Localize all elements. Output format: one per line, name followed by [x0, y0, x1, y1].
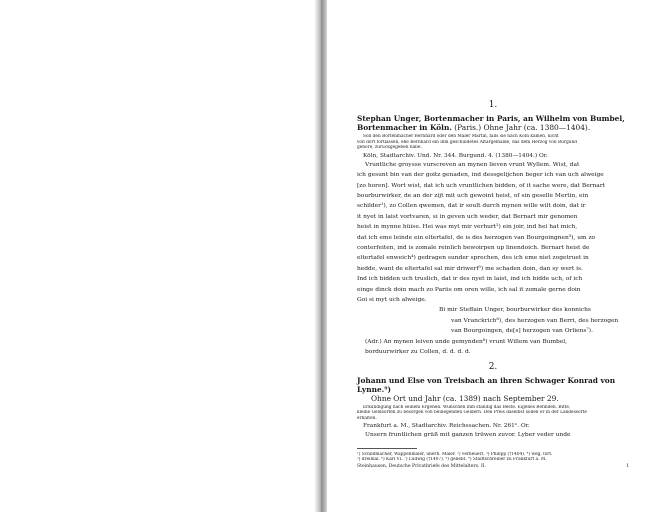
letter-1-summary [357, 134, 629, 151]
letter-1-summary-line: Soll den Bortenmacher Bernhard oder den Maler Martin, falls sie nach Köln kämen, nicht [363, 134, 559, 139]
letter-2-body [357, 430, 629, 440]
letter-2-title-line1: Johann und Else von Treisbach an ihren Schwager Konrad von Lynne.⁹) [357, 375, 616, 394]
letter-1-body [357, 160, 629, 358]
page-footer [357, 464, 629, 470]
footer-book-title: Steinhausen, Deutsche Privatbriefe des Mittelalters. II. [357, 464, 487, 470]
footnote-divider [357, 448, 417, 449]
letter-1-signature: van Vranckrich⁶), des herzogen van Berri, des herzogen [451, 317, 619, 324]
letter-1-signature: van Bourgoingen, de[s] herzogen van Orliens⁷). [451, 328, 593, 335]
body-line: heist in mynne hüise. Hei was myt mir verhurt²) ein joir, ind hei hat mich, [357, 224, 578, 231]
letter-2-number: 2. [488, 361, 498, 372]
footnote-line: ¹) Schildmacher, Wappenmaler, überh. Maler. ²) verheuert. ³) Philipp (†1404). ⁴) weg, fort. [357, 451, 553, 457]
body-line: hedde, want de eltertafel sal mir driwerf⁵) me schaden doin, dan sy wert is. [357, 265, 583, 272]
letter-1-address: borduurwirker zu Collen, d. d. d. d. [365, 349, 471, 356]
body-line: Unsern fruntlichen grüß mit ganzen trüwen zuvor. Lyber veder unde [365, 432, 571, 439]
letter-2-summary-line: Erkundigung nach seinem Ergehen. Wünschen ihm ständig das Beste. Eigenes Befinden. Bitte, [363, 404, 571, 410]
letter-2-summary [357, 405, 629, 422]
body-line: conterfeiten, ind is zomale reinlich bewoirpen up linendoich. Bernart heist de [357, 245, 590, 252]
letter-1-title-line1: Stephan Unger, Bortenmacher in Paris, an Wilhelm von Bumbel, [357, 114, 625, 123]
letter-2-title-line2: Ohne Ort und Jahr (ca. 1389) nach September 29. [371, 393, 559, 403]
letter-1-source: Köln, Stadtarchiv. Und. Nr. 344. Burgund. 4. (1380—1404.) Or. [363, 152, 548, 159]
body-line: Goi si myt uch alweige. [357, 297, 427, 304]
letter-2-title [357, 376, 629, 403]
footnote-line: ⁵) dreimal. ⁶) Karl VI. ⁷) Ludwig (†1407). ⁸) geliebt. ⁹) Stadtschreiber zu Frankfurt a. M. [357, 457, 547, 463]
letter-2-summary-line: kleine Geldsorten zu besorgen von beiliegenden Geldern. Den Preis daselbst sollen er in der Landessorte [357, 410, 587, 416]
letter-1-title-place: (Paris.) Ohne Jahr (ca. 1380—1404). [454, 123, 591, 132]
letter-2-summary-line: erhalten. [357, 415, 377, 421]
body-line: ich gesunt bin van der goitz genaden, ind dessgelijchen beger ich van uch alweige [357, 172, 604, 179]
letter-1-signature: Bi mir Steffain Unger, bourburwirker des konnichs [439, 307, 591, 314]
letter-1-summary-line: von dort fortlassen, ehe Bernhard ein ihm geschuldetes Altargemälde, das dem Herzog von Burgund [357, 139, 578, 145]
left-blank-page [0, 0, 315, 512]
body-line: [zo horen]. Wort wist, dat ich uch vruntlichen bidden, of it sache were, dat Bernart [357, 182, 606, 189]
body-line: it nyet in laist vortvaren, si in geven uch weder, dat Bernart mir genomen [357, 213, 578, 220]
body-line: dat ich eme leinde ein eltertafel, de is des herzogen van Bourgoingnen³), um zo [357, 234, 596, 241]
footer-signature-mark: 1 [626, 464, 629, 470]
body-line: einge dinck doin mach zo Pariis om oren wille, ich sal it zomale gerne doin [357, 286, 581, 293]
letter-2-source: Frankfurt a. M., Stadtarchiv. Reichssachen. Nr. 261ᵇ. Or. [363, 423, 530, 430]
page-content [357, 100, 629, 470]
book-gutter [315, 0, 327, 512]
letter-1-number: 1. [488, 100, 498, 110]
body-line: schilder¹), zo Collen qwemen, dat ir soult durch mynen wille wilt doin, dat ir [357, 203, 586, 210]
letter-1-title-line2: Bortenmacher in Köln. [357, 123, 452, 132]
body-line: bourburwirker, de an der zijt mit uch gewoint heist, of sin geselle Mertin, ein [357, 193, 589, 199]
letter-1-address: (Adr.) An mynen leiven unde gemynden⁸) vrunt Willem van Bumbel, [365, 338, 568, 345]
letter-1-title [357, 114, 629, 132]
body-line: Vruntliche groysse vurscreven an mynen lieven vrunt Wyllem. Wist, dat [365, 161, 580, 168]
body-line: Ind ich bidden uch truslich, dat ir des nyet in laist, ind ich bidde uch, of ich [357, 276, 583, 283]
body-line: eltertafel enweich⁴) gedragen sunder sprechen, des ich eme niet zogetruet in [357, 255, 589, 262]
letter-1-summary-line: gehöre, zurückgegeben habe. [357, 145, 422, 151]
